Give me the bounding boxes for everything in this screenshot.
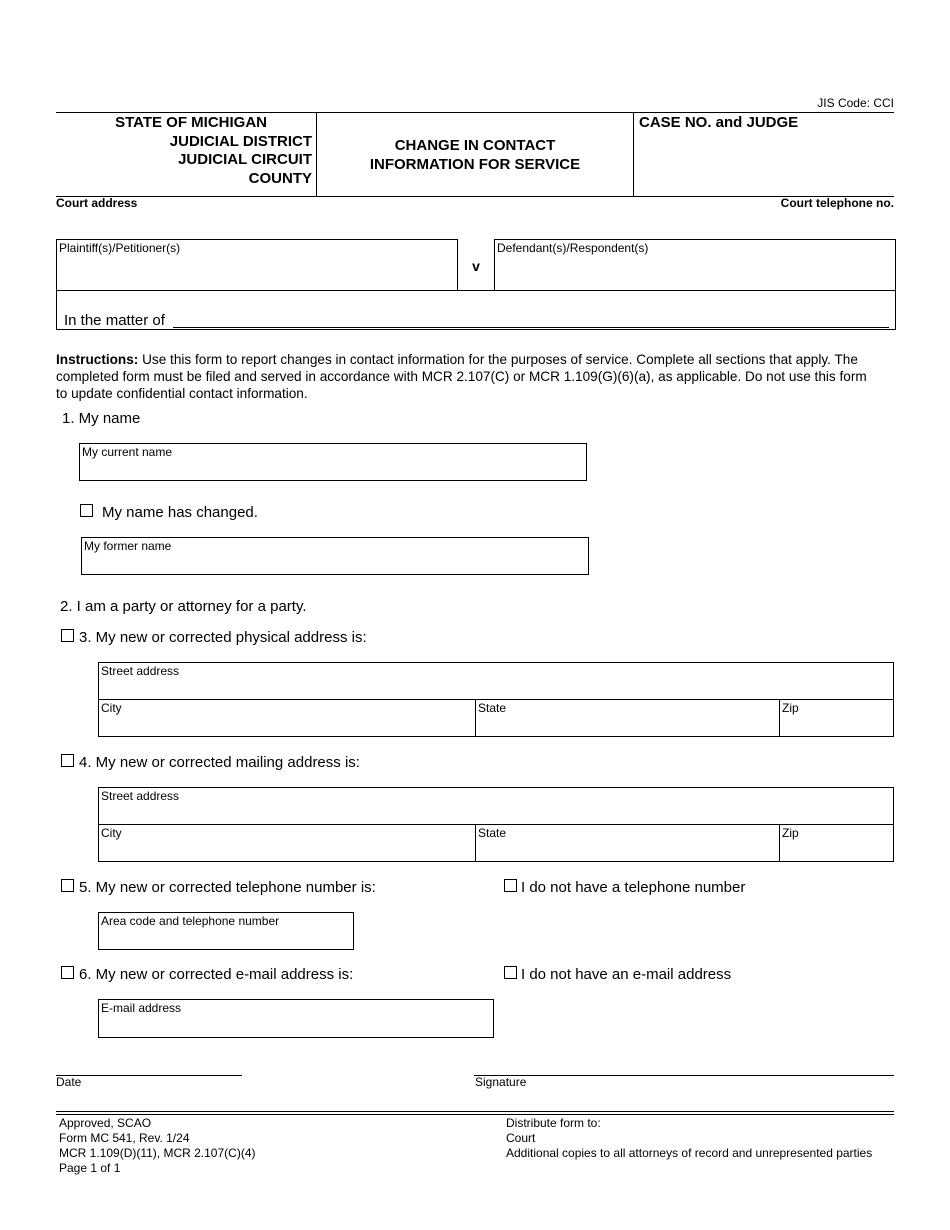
signature-line[interactable] <box>474 1075 894 1076</box>
distribute-copies: Additional copies to all attorneys of record and unrepresented parties <box>506 1146 873 1160</box>
physical-state-label: State <box>478 701 507 715</box>
footer-approved: Approved, SCAO <box>59 1116 152 1130</box>
court-jurisdiction-block <box>56 114 312 188</box>
instructions-line2: completed form must be filed and served in accordance with MCR 2.107(C) or MCR 1.109(G)(6)(a), as applicable. Do not use this form <box>56 369 867 384</box>
court-district: JUDICIAL DISTRICT <box>169 132 312 150</box>
header-top-rule <box>56 112 894 113</box>
section6-title: 6. My new or corrected e-mail address is: <box>79 966 354 983</box>
physical-zip-field[interactable] <box>779 699 894 737</box>
physical-state-field[interactable] <box>475 699 780 737</box>
name-changed-label: My name has changed. <box>102 504 258 521</box>
current-name-label: My current name <box>82 445 173 459</box>
mailing-state-field[interactable] <box>475 824 780 862</box>
section4-title: 4. My new or corrected mailing address is: <box>79 754 360 771</box>
header-bottom-rule <box>56 196 894 197</box>
footer-rule-bottom <box>56 1114 894 1115</box>
footer-rule-top <box>56 1111 894 1112</box>
form-title-line1: CHANGE IN CONTACT <box>394 137 556 154</box>
footer-rules: MCR 1.109(D)(11), MCR 2.107(C)(4) <box>59 1146 256 1160</box>
instructions-line3: to update confidential contact information. <box>56 386 308 401</box>
header-divider-right <box>633 112 634 196</box>
matter-line[interactable] <box>173 327 889 328</box>
section2-title: 2. I am a party or attorney for a party. <box>60 598 307 615</box>
physical-zip-label: Zip <box>782 701 799 715</box>
signature-label: Signature <box>475 1075 527 1089</box>
instructions <box>56 351 896 402</box>
plaintiff-label: Plaintiff(s)/Petitioner(s) <box>59 241 181 255</box>
form-title-line2: INFORMATION FOR SERVICE <box>369 156 581 173</box>
no-telephone-label: I do not have a telephone number <box>521 879 746 896</box>
footer-right <box>506 1116 872 1161</box>
instructions-text1: Use this form to report changes in contact information for the purposes of service. Complete all sections that apply. The <box>142 352 858 367</box>
mailing-address-checkbox[interactable] <box>61 754 74 767</box>
physical-street-label: Street address <box>101 664 180 678</box>
no-email-checkbox[interactable] <box>504 966 517 979</box>
versus-label: v <box>472 258 480 274</box>
form-title <box>317 136 633 174</box>
section3-title: 3. My new or corrected physical address is: <box>79 629 367 646</box>
email-field[interactable] <box>98 999 494 1038</box>
plaintiff-box[interactable] <box>56 239 458 291</box>
former-name-label: My former name <box>84 539 172 553</box>
footer-left <box>59 1116 255 1176</box>
court-state: STATE OF MICHIGAN <box>115 114 267 131</box>
physical-address-checkbox[interactable] <box>61 629 74 642</box>
telephone-field[interactable] <box>98 912 354 950</box>
name-changed-checkbox[interactable] <box>80 504 93 517</box>
current-name-field[interactable] <box>79 443 587 481</box>
mailing-city-field[interactable] <box>98 824 476 862</box>
section5-title: 5. My new or corrected telephone number is: <box>79 879 376 896</box>
telephone-label: Area code and telephone number <box>101 914 280 928</box>
mailing-state-label: State <box>478 826 507 840</box>
court-address-label: Court address <box>56 196 138 210</box>
case-number-label: CASE NO. and JUDGE <box>639 114 799 131</box>
footer-form-number: Form MC 541, Rev. 1/24 <box>59 1131 190 1145</box>
mailing-street-field[interactable] <box>98 787 894 825</box>
mailing-zip-label: Zip <box>782 826 799 840</box>
section1-title: 1. My name <box>62 410 141 427</box>
mailing-street-label: Street address <box>101 789 180 803</box>
mailing-zip-field[interactable] <box>779 824 894 862</box>
telephone-checkbox[interactable] <box>61 879 74 892</box>
case-number-input[interactable] <box>639 140 889 190</box>
physical-city-field[interactable] <box>98 699 476 737</box>
matter-label: In the matter of <box>64 312 165 329</box>
matter-box <box>56 290 896 330</box>
defendant-box[interactable] <box>494 239 896 291</box>
distribute-court: Court <box>506 1131 536 1145</box>
email-label: E-mail address <box>101 1001 182 1015</box>
mailing-city-label: City <box>101 826 122 840</box>
no-telephone-checkbox[interactable] <box>504 879 517 892</box>
instructions-heading: Instructions: <box>56 352 139 367</box>
email-checkbox[interactable] <box>61 966 74 979</box>
distribute-heading: Distribute form to: <box>506 1116 601 1130</box>
defendant-label: Defendant(s)/Respondent(s) <box>497 241 649 255</box>
no-email-label: I do not have an e-mail address <box>521 966 732 983</box>
court-county: COUNTY <box>248 169 312 187</box>
jis-code: JIS Code: CCI <box>817 96 894 110</box>
court-circuit: JUDICIAL CIRCUIT <box>178 151 312 168</box>
physical-city-label: City <box>101 701 122 715</box>
date-line[interactable] <box>56 1075 242 1076</box>
instructions-line1 <box>56 351 896 368</box>
physical-street-field[interactable] <box>98 662 894 700</box>
date-label: Date <box>56 1075 82 1089</box>
footer-page: Page 1 of 1 <box>59 1161 121 1175</box>
court-telephone-label: Court telephone no. <box>780 196 894 210</box>
former-name-field[interactable] <box>81 537 589 575</box>
